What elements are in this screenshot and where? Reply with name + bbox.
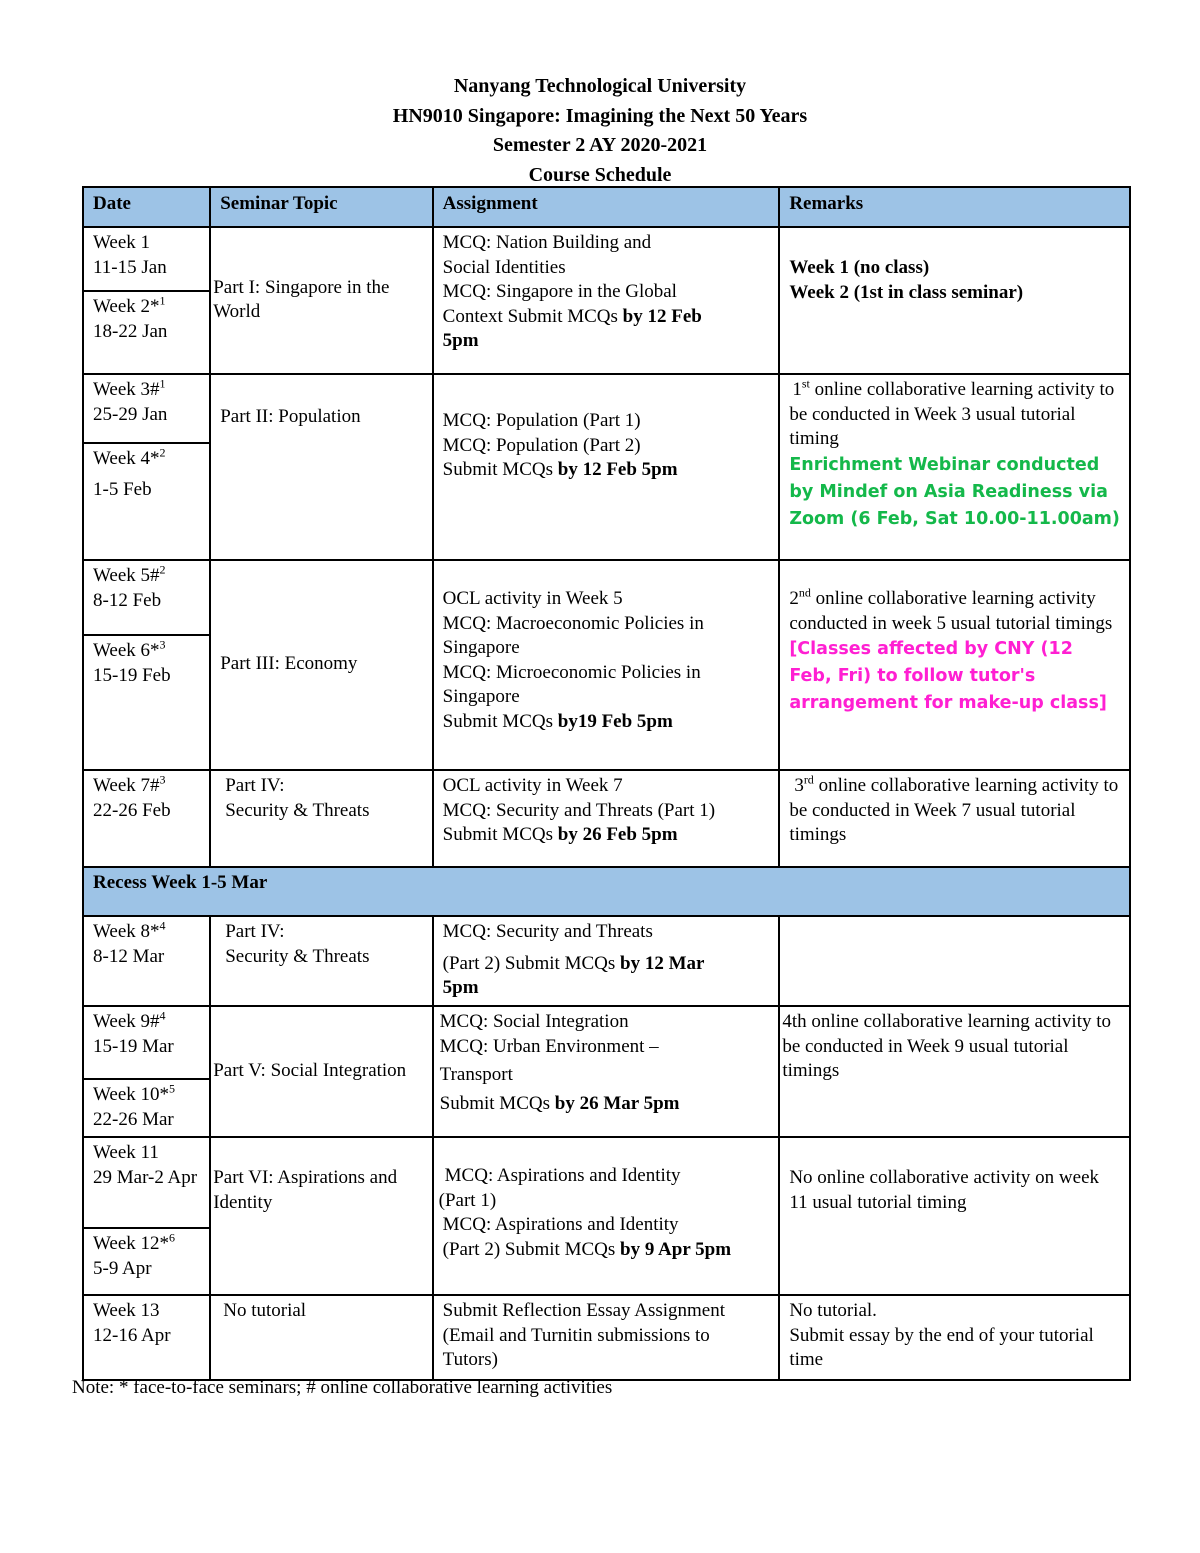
table-row [83, 374, 1130, 560]
assignment-cell: MCQ: Nation Building and Social Identities MCQ: Singapore in the Global Context Submit MCQs by 12 Feb 5pm [433, 227, 780, 374]
date-entry: Week 12*$^6$ 5-9 Apr [84, 1227, 209, 1285]
seminar-topic-cell: Part II: Population [210, 374, 432, 560]
recess-week: Recess Week 1-5 Mar [83, 867, 1130, 916]
remarks-cell: No tutorial. Submit essay by the end of your tutorial time [779, 1295, 1130, 1380]
seminar-topic-cell: Part I: Singapore in the World [210, 227, 432, 374]
enrichment-webinar-note: Enrichment Webinar conducted by Mindef on Asia Readiness via Zoom (6 Feb, Sat 10.00-11.00am) [789, 454, 1120, 529]
cny-notice: [Classes affected by CNY (12 Feb, Fri) to follow tutor's arrangement for make-up class] [789, 639, 1107, 713]
table-row [83, 1006, 1130, 1137]
assignment-cell: Submit Reflection Essay Assignment (Email and Turnitin submissions to Tutors) [433, 1295, 780, 1380]
date-cell: Week 8*$^4$ 8-12 Mar [83, 916, 210, 1006]
seminar-topic-cell: Part III: Economy [210, 560, 432, 770]
seminar-topic-cell: Part IV: Security & Threats [210, 770, 432, 867]
table-row [83, 916, 1130, 1006]
course-title: HN9010 Singapore: Imagining the Next 50 Years [392, 104, 808, 127]
date-cell: Week 13 12-16 Apr [83, 1295, 210, 1380]
date-entry: Week 1 11-15 Jan [93, 232, 167, 278]
table-header-row [83, 187, 1130, 227]
remarks-cell: Week 1 (no class) Week 2 (1st in class seminar) [779, 227, 1130, 374]
date-cell [83, 1137, 210, 1295]
date-entry: Week 5#$^2$ 8-12 Feb [93, 562, 166, 611]
recess-row [83, 867, 1130, 916]
table-row [83, 770, 1130, 867]
date-entry: Week 9#$^4$ 15-19 Mar [93, 1008, 174, 1057]
date-cell [83, 227, 210, 374]
seminar-topic-cell: No tutorial [210, 1295, 432, 1380]
assignment-cell: OCL activity in Week 5 MCQ: Macroeconomic Policies in Singapore MCQ: Microeconomic Policies in Singapore Submit MCQs by19 Feb 5pm [433, 560, 780, 770]
date-cell [83, 560, 210, 770]
course-schedule-table [82, 186, 1131, 1381]
seminar-topic-cell: Part IV: Security & Threats [210, 916, 432, 1006]
assignment-cell: OCL activity in Week 7 MCQ: Security and Threats (Part 1) Submit MCQs by 26 Feb 5pm [433, 770, 780, 867]
semester-title: Semester 2 AY 2020-2021 [492, 134, 708, 156]
schedule-title: Course Schedule [528, 163, 672, 186]
assignment-cell: MCQ: Security and Threats (Part 2) Submit MCQs by 12 Mar 5pm [433, 916, 780, 1006]
date-entry: Week 6*$^3$ 15-19 Feb [84, 634, 209, 692]
remarks-cell: No online collaborative activity on week 11 usual tutorial timing [779, 1137, 1130, 1295]
document-header [0, 72, 1200, 190]
remarks-cell [779, 916, 1130, 1006]
header-date: Date [83, 187, 210, 227]
table-row [83, 560, 1130, 770]
table-row [83, 227, 1130, 374]
date-entry: Week 3#$^1$ 25-29 Jan [93, 376, 168, 425]
assignment-cell: MCQ: Aspirations and Identity (Part 1) MCQ: Aspirations and Identity (Part 2) Submit MCQs by 9 Apr 5pm [433, 1137, 780, 1295]
remarks-cell: 4th online collaborative learning activity to be conducted in Week 9 usual tutorial timings [779, 1006, 1130, 1137]
date-cell [83, 374, 210, 560]
date-entry: Week 11 29 Mar-2 Apr [93, 1142, 198, 1188]
date-cell [83, 1006, 210, 1137]
table-row [83, 1295, 1130, 1380]
assignment-cell: MCQ: Population (Part 1) MCQ: Population (Part 2) Submit MCQs by 12 Feb 5pm [433, 374, 780, 560]
remarks-cell: 2nd online collaborative learning activity conducted in week 5 usual tutorial timings [Classes affected by CNY (12 Feb, Fri) to follow tutor's arrangement for make-up class] [779, 560, 1130, 770]
seminar-topic-cell: Part VI: Aspirations and Identity [210, 1137, 432, 1295]
table-row [83, 1137, 1130, 1295]
header-remarks: Remarks [779, 187, 1130, 227]
date-entry: Week 2*$^1$ 18-22 Jan [84, 290, 209, 348]
assignment-cell: MCQ: Social Integration MCQ: Urban Environment – Transport Submit MCQs by 26 Mar 5pm [433, 1006, 780, 1137]
university-title: Nanyang Technological University [453, 75, 747, 97]
header-assignment: Assignment [433, 187, 780, 227]
date-entry: Week 4*$^2$ 1-5 Feb [84, 442, 209, 506]
date-cell: Week 7#$^3$ 22-26 Feb [83, 770, 210, 867]
remarks-cell: 1st online collaborative learning activity to be conducted in Week 3 usual tutorial timing Enrichment Webinar conducted by Mindef on Asia Readiness via Zoom (6 Feb, Sat 10.00-11.00am) [779, 374, 1130, 560]
header-seminar-topic: Seminar Topic [210, 187, 432, 227]
date-entry: Week 10*$^5$ 22-26 Mar [84, 1078, 209, 1136]
footnote: Note: * face-to-face seminars; # online collaborative learning activities [72, 1377, 613, 1398]
seminar-topic-cell: Part V: Social Integration [210, 1006, 432, 1137]
remarks-cell: 3rd online collaborative learning activity to be conducted in Week 7 usual tutorial timings [779, 770, 1130, 867]
